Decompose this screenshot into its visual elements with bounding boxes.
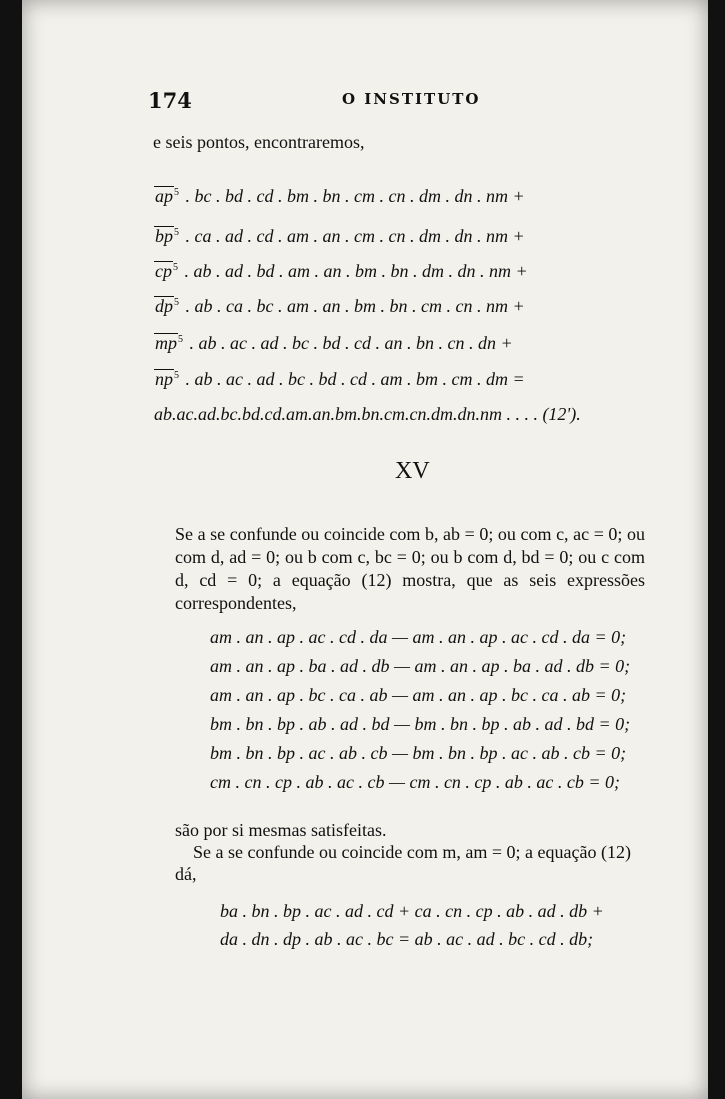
- formula-list: [210, 623, 630, 797]
- equation-exponent: 5: [174, 370, 179, 381]
- after-line: são por si mesmas satisfeitas.: [175, 820, 387, 840]
- equation-rest: . ab . ac . ad . bc . bd . cd . an . bn . cn . dn +: [189, 333, 513, 353]
- equation-base: ap: [155, 186, 173, 206]
- formula-line: cm . cn . cp . ab . ac . cb — cm . cn . cp . ab . ac . cb = 0;: [210, 772, 621, 792]
- equation-base: cp: [155, 261, 172, 281]
- equation-base: np: [155, 369, 173, 389]
- final-equation-line: ba . bn . bp . ac . ad . cd + ca . cn . cp . ab . ad . db +: [220, 901, 604, 921]
- equation-base: dp: [155, 296, 173, 316]
- after-paragraph: [175, 819, 645, 885]
- intro-line: e seis pontos, encontraremos,: [153, 132, 365, 152]
- after-line: Se a se confunde ou coincide com m, am = 0; a equação (12): [193, 842, 631, 862]
- book-page: [22, 0, 708, 1099]
- equation-exponent: 5: [173, 262, 178, 273]
- equation-base: bp: [155, 226, 173, 246]
- paragraph: Se a se confunde ou coincide com b, ab = 0; ou com c, ac = 0; ou com d, ad = 0; ou b com c, bc = 0; ou b com d, bd = 0; ou c com d, cd = 0; a equação (12) mostra, que as seis expressões correspondentes,: [175, 524, 645, 613]
- equation-rest: . ab . ca . bc . am . an . bm . bn . cm . cn . nm +: [185, 296, 525, 316]
- final-equation-line: da . dn . dp . ab . ac . bc = ab . ac . ad . bc . cd . db;: [220, 929, 594, 949]
- equation-exponent: 5: [174, 227, 179, 238]
- equation-exponent: 5: [174, 297, 179, 308]
- formula-line: am . an . ap . ac . cd . da — am . an . ap . ac . cd . da = 0;: [210, 627, 627, 647]
- after-line: dá,: [175, 864, 197, 884]
- equation-line: [154, 333, 513, 354]
- equation-rest: . ca . ad . cd . am . an . cm . cn . dm . dn . nm +: [185, 226, 525, 246]
- equation-line: [154, 369, 525, 390]
- equation-rest: . ab . ad . bd . am . an . bm . bn . dm . dn . nm +: [184, 261, 528, 281]
- equation-line: [154, 226, 525, 247]
- equation-line: [154, 261, 528, 282]
- equation-line: [154, 186, 525, 207]
- formula-line: am . an . ap . ba . ad . db — am . an . ap . ba . ad . db = 0;: [210, 656, 631, 676]
- equation-line: [154, 296, 525, 317]
- equation-base: mp: [155, 333, 177, 353]
- formula-line: bm . bn . bp . ac . ab . cb — bm . bn . bp . ac . ab . cb = 0;: [210, 743, 627, 763]
- product-line: ab.ac.ad.bc.bd.cd.am.an.bm.bn.cm.cn.dm.dn.nm . . . . (12').: [154, 404, 581, 424]
- equation-exponent: 5: [178, 334, 183, 345]
- equation-rest: . bc . bd . cd . bm . bn . cm . cn . dm . dn . nm +: [185, 186, 525, 206]
- formula-line: am . an . ap . bc . ca . ab — am . an . ap . bc . ca . ab = 0;: [210, 685, 627, 705]
- equation-exponent: 5: [174, 187, 179, 198]
- running-head: O INSTITUTO: [342, 90, 481, 108]
- final-equation: [220, 897, 604, 953]
- equation-rest: . ab . ac . ad . bc . bd . cd . am . bm . cm . dm =: [185, 369, 525, 389]
- formula-line: bm . bn . bp . ab . ad . bd — bm . bn . bp . ab . ad . bd = 0;: [210, 714, 631, 734]
- page-number: 174: [148, 88, 192, 113]
- section-heading: XV: [395, 458, 430, 484]
